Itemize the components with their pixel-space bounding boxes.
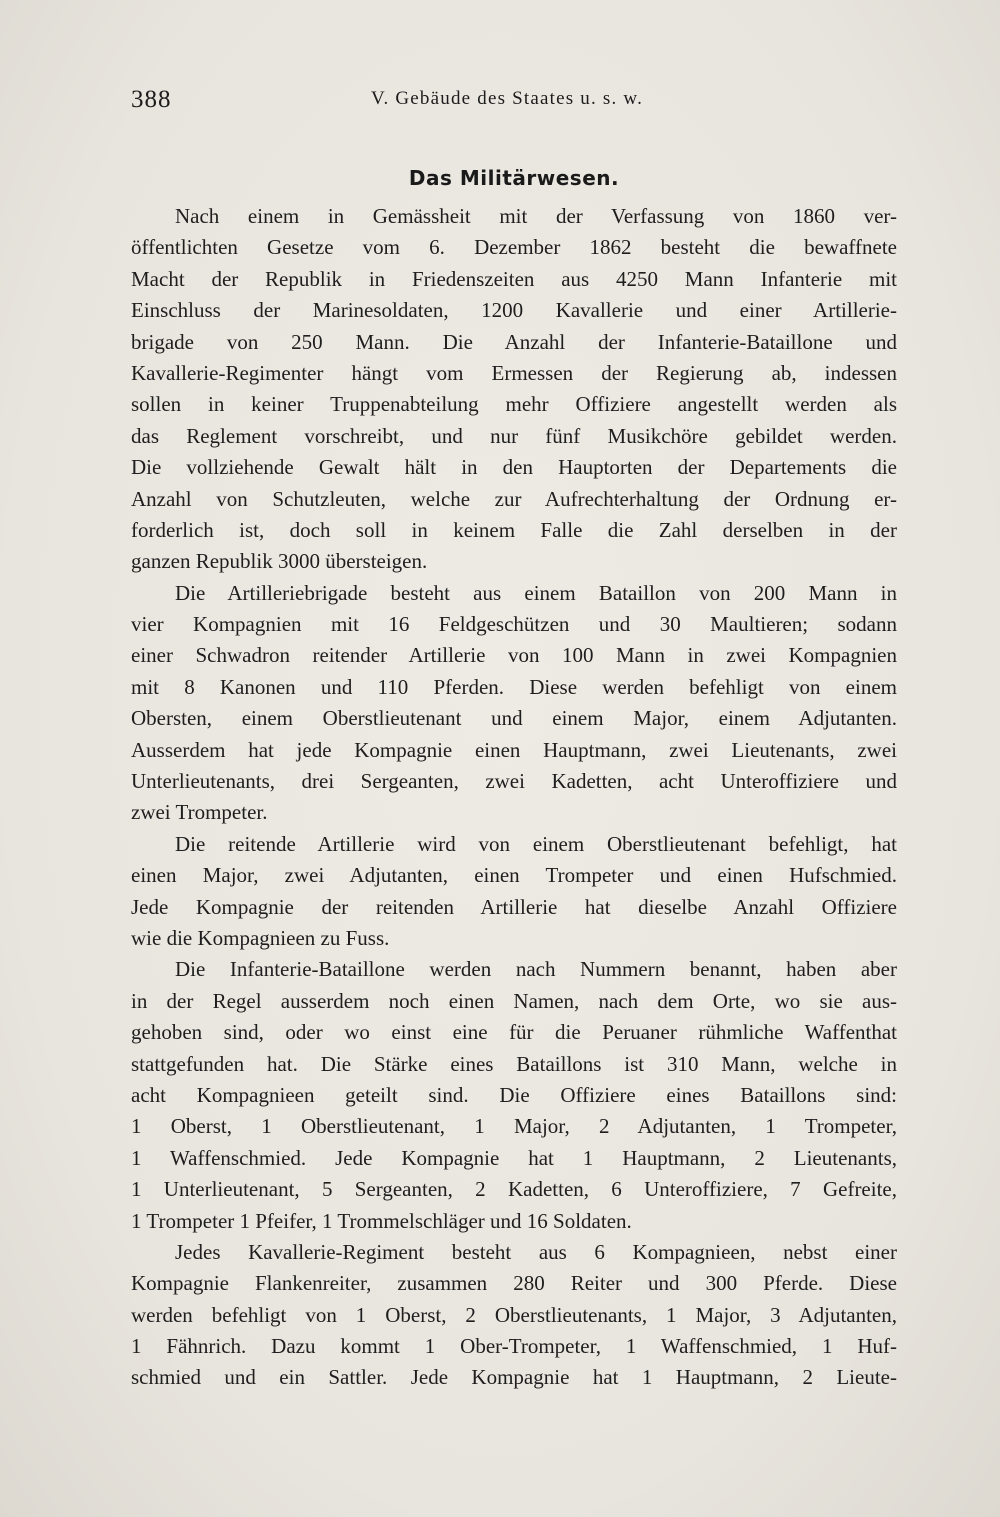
page-header [131, 86, 897, 120]
text-line: Die Artilleriebrigade besteht aus einem Bataillon von 200 Mann in [175, 580, 897, 605]
page-number: 388 [131, 86, 172, 113]
text-line: gehoben sind, oder wo einst eine für die Peruaner rühmliche Waffenthat [131, 1020, 897, 1045]
text-line: einer Schwadron reitender Artillerie von 100 Mann in zwei Kompagnien [131, 643, 897, 668]
text-line: wie die Kompagnieen zu Fuss. [131, 925, 390, 950]
text-line: Anzahl von Schutzleuten, welche zur Aufrechterhaltung der Ordnung er- [131, 486, 897, 511]
body-text [131, 201, 897, 1394]
text-line: acht Kompagnieen geteilt sind. Die Offiziere eines Bataillons sind: [131, 1082, 897, 1107]
text-line: Jede Kompagnie der reitenden Artillerie hat dieselbe Anzahl Offiziere [131, 894, 897, 919]
text-line: 1 Trompeter 1 Pfeifer, 1 Trommelschläger und 16 Soldaten. [131, 1208, 632, 1233]
text-line: Ausserdem hat jede Kompagnie einen Hauptmann, zwei Lieutenants, zwei [131, 737, 897, 762]
text-line: stattgefunden hat. Die Stärke eines Bataillons ist 310 Mann, welche in [131, 1051, 897, 1076]
text-line: Macht der Republik in Friedenszeiten aus 4250 Mann Infanterie mit [131, 266, 897, 291]
text-line: in der Regel ausserdem noch einen Namen, nach dem Orte, wo sie aus- [131, 988, 897, 1013]
text-line: Kompagnie Flankenreiter, zusammen 280 Reiter und 300 Pferde. Diese [131, 1271, 897, 1296]
text-line: brigade von 250 Mann. Die Anzahl der Infanterie-Bataillone und [131, 329, 897, 354]
text-line: 1 Waffenschmied. Jede Kompagnie hat 1 Hauptmann, 2 Lieutenants, [131, 1145, 897, 1170]
text-line: ganzen Republik 3000 übersteigen. [131, 549, 428, 574]
text-line: mit 8 Kanonen und 110 Pferden. Diese werden befehligt von einem [131, 674, 897, 699]
text-line: Die Infanterie-Bataillone werden nach Nummern benannt, haben aber [175, 957, 897, 982]
text-line: 1 Fähnrich. Dazu kommt 1 Ober-Trompeter, 1 Waffenschmied, 1 Huf- [131, 1334, 897, 1359]
text-line: Die reitende Artillerie wird von einem Oberstlieutenant befehligt, hat [175, 831, 897, 856]
text-line: zwei Trompeter. [131, 800, 268, 825]
text-line: sollen in keiner Truppenabteilung mehr Offiziere angestellt werden als [131, 392, 897, 417]
text-line: einen Major, zwei Adjutanten, einen Trompeter und einen Hufschmied. [131, 863, 897, 888]
text-line: werden befehligt von 1 Oberst, 2 Oberstlieutenants, 1 Major, 3 Adjutanten, [131, 1302, 897, 1327]
text-line: das Reglement vorschreibt, und nur fünf Musikchöre gebildet werden. [131, 423, 897, 448]
text-line: Unterlieutenants, drei Sergeanten, zwei Kadetten, acht Unteroffiziere und [131, 769, 897, 794]
text-line: Einschluss der Marinesoldaten, 1200 Kavallerie und einer Artillerie- [131, 298, 897, 323]
text-line: Jedes Kavallerie-Regiment besteht aus 6 Kompagnieen, nebst einer [175, 1239, 897, 1264]
text-line: Obersten, einem Oberstlieutenant und einem Major, einem Adjutanten. [131, 706, 897, 731]
text-line: öffentlichten Gesetze vom 6. Dezember 1862 besteht die bewaffnete [131, 235, 897, 260]
text-line: vier Kompagnien mit 16 Feldgeschützen und 30 Maultieren; sodann [131, 612, 897, 637]
running-head: V. Gebäude des Staates u. s. w. [371, 88, 644, 109]
text-line: Die vollziehende Gewalt hält in den Hauptorten der Departements die [131, 455, 897, 480]
text-line: Kavallerie-Regimenter hängt vom Ermessen der Regierung ab, indessen [131, 360, 897, 385]
text-line: 1 Unterlieutenant, 5 Sergeanten, 2 Kadetten, 6 Unteroffiziere, 7 Gefreite, [131, 1177, 897, 1202]
text-line: 1 Oberst, 1 Oberstlieutenant, 1 Major, 2 Adjutanten, 1 Trompeter, [131, 1114, 897, 1139]
text-line: Nach einem in Gemässheit mit der Verfassung von 1860 ver- [175, 204, 897, 228]
section-title: Das Militärwesen. [408, 166, 620, 190]
text-line: schmied und ein Sattler. Jede Kompagnie hat 1 Hauptmann, 2 Lieute- [131, 1365, 897, 1390]
text-line: forderlich ist, doch soll in keinem Falle die Zahl derselben in der [131, 517, 897, 542]
